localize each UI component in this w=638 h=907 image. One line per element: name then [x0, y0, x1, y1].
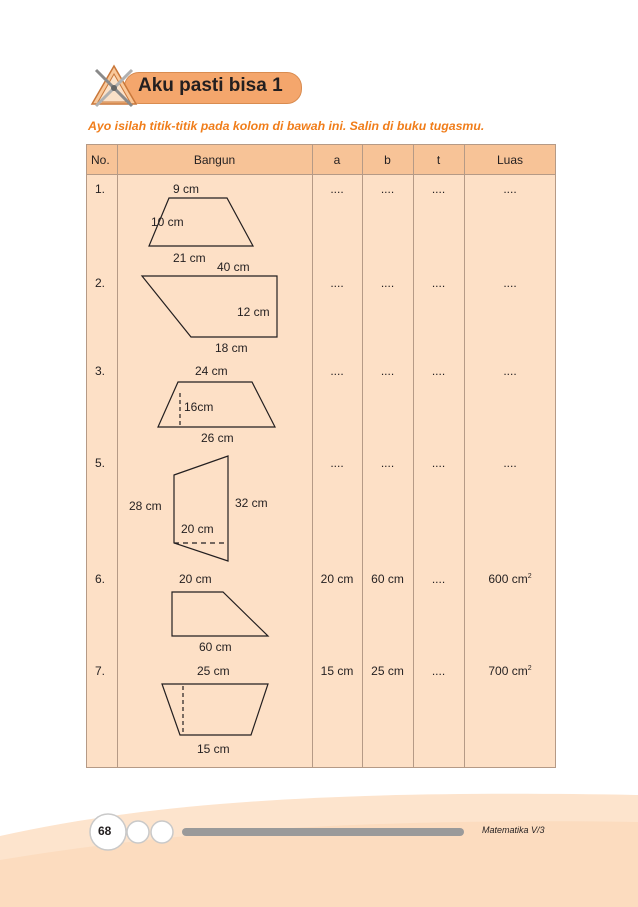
cell-t: .... [431, 572, 446, 586]
shape-label: 18 cm [215, 341, 248, 355]
header-b: b [384, 153, 391, 167]
exercise-table [86, 144, 556, 768]
header-title: Aku pasti bisa 1 [138, 75, 283, 96]
cell-a: 15 cm [320, 664, 354, 678]
header-t: t [436, 153, 441, 167]
shape-label: 16cm [184, 400, 214, 414]
footer-wave [0, 770, 638, 907]
luas-value: 700 cm [488, 664, 528, 678]
shape-label: 21 cm [173, 251, 206, 265]
cell-b: .... [380, 276, 395, 290]
row-number: 6. [95, 572, 106, 586]
shape-label: 12 cm [237, 305, 270, 319]
cell-a: .... [330, 276, 344, 290]
row-number: 3. [95, 364, 106, 378]
shape-label: 20 cm [179, 572, 212, 586]
cell-luas [464, 364, 556, 378]
page-number: 68 [98, 824, 112, 838]
cell-a: .... [330, 182, 344, 196]
trapezoid-shape [87, 145, 88, 146]
shape-label: 20 cm [181, 522, 214, 536]
row-number: 5. [95, 456, 106, 470]
header-no: No. [91, 153, 110, 167]
cell-a: .... [330, 456, 344, 470]
luas-exponent: 2 [527, 573, 532, 580]
shape-label: 26 cm [201, 431, 234, 445]
cell-b: .... [380, 456, 395, 470]
cell-luas [464, 182, 556, 196]
shape-label: 15 cm [197, 742, 230, 756]
cell-luas [464, 276, 556, 290]
book-title: Matematika V/3 [482, 825, 545, 835]
cell-b: .... [380, 182, 395, 196]
shape-label: 24 cm [195, 364, 228, 378]
cell-t: .... [431, 364, 446, 378]
shape-label: 10 cm [151, 215, 184, 229]
shape-label: 60 cm [199, 640, 232, 654]
luas-value: 600 cm [488, 572, 528, 586]
row-number: 2. [95, 276, 106, 290]
cell-t: .... [431, 456, 446, 470]
luas-value: .... [503, 456, 517, 470]
cell-a: 20 cm [320, 572, 354, 586]
row-number: 7. [95, 664, 106, 678]
header-bangun: Bangun [193, 153, 236, 167]
row-number: 1. [95, 182, 106, 196]
shape-label: 25 cm [197, 664, 230, 678]
cell-luas [464, 664, 556, 678]
cell-a: .... [330, 364, 344, 378]
cell-t: .... [431, 664, 446, 678]
cell-t: .... [431, 182, 446, 196]
header-luas: Luas [496, 153, 524, 167]
luas-value: .... [503, 364, 517, 378]
shape-label: 32 cm [235, 496, 268, 510]
cell-b: 60 cm [371, 572, 404, 586]
shape-label: 28 cm [129, 499, 162, 513]
shape-label: 9 cm [173, 182, 200, 196]
cell-b: 25 cm [371, 664, 404, 678]
column-divider [117, 145, 118, 767]
section-header [88, 62, 302, 112]
luas-value: .... [503, 182, 517, 196]
luas-exponent: 2 [527, 665, 532, 672]
cell-t: .... [431, 276, 446, 290]
instruction-text: Ayo isilah titik-titik pada kolom di bawah ini. Salin di buku tugasmu. [88, 119, 485, 133]
luas-value: .... [503, 276, 517, 290]
cell-b: .... [380, 364, 395, 378]
cell-luas [464, 572, 556, 586]
ruler-compass-icon [88, 62, 140, 110]
cell-luas [464, 456, 556, 470]
shape-label: 40 cm [217, 260, 250, 274]
header-a: a [333, 153, 341, 167]
